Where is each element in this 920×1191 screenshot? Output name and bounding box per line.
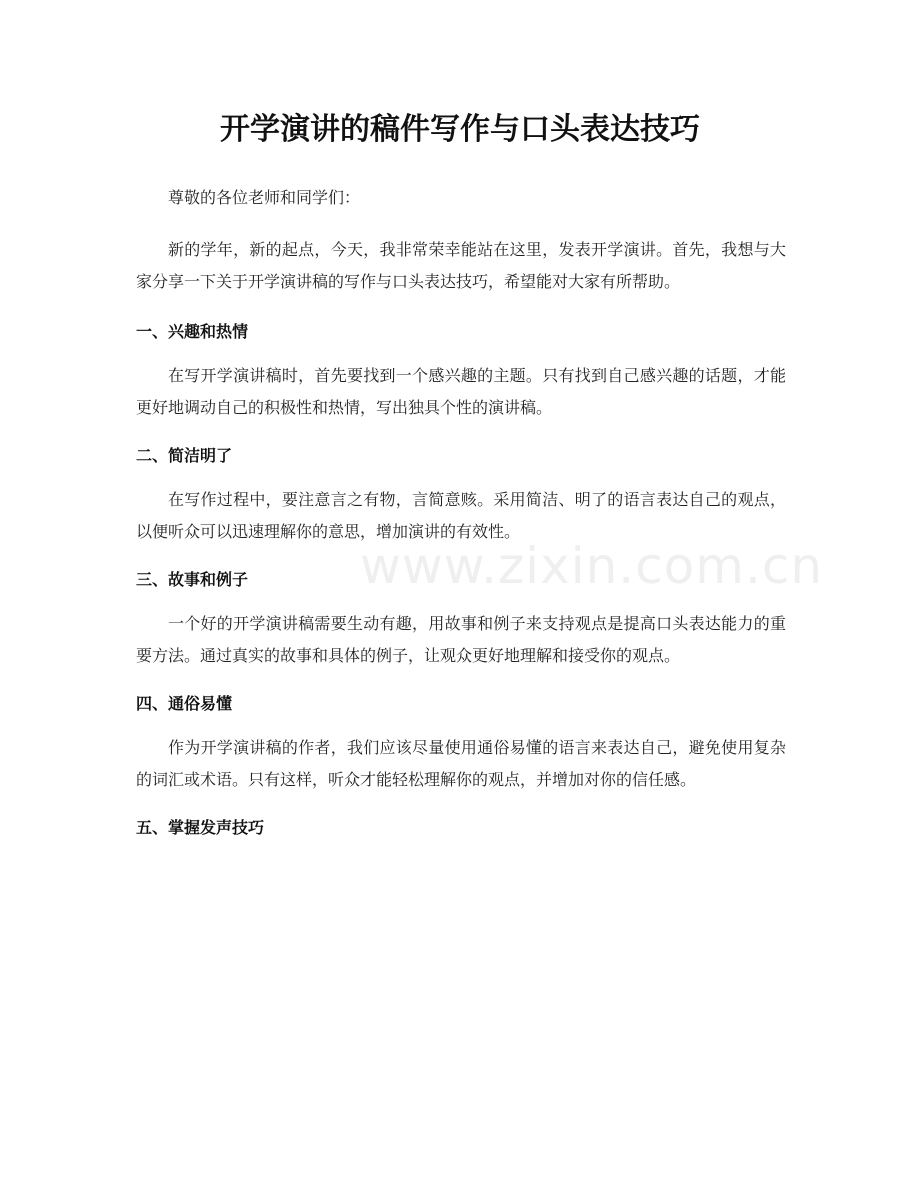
section-heading: 四、通俗易懂 [136, 694, 233, 713]
section-paragraph: 在写开学演讲稿时，首先要找到一个感兴趣的主题。只有找到自己感兴趣的话题，才能更好地调动自己的积极性和热情，写出独具个性的演讲稿。 [136, 366, 786, 417]
greeting: 尊敬的各位老师和同学们： [168, 188, 361, 207]
intro-paragraph: 新的学年，新的起点，今天，我非常荣幸能站在这里，发表开学演讲。首先，我想与大家分享一下关于开学演讲稿的写作与口头表达技巧，希望能对大家有所帮助。 [136, 240, 786, 291]
section-paragraph: 一个好的开学演讲稿需要生动有趣，用故事和例子来支持观点是提高口头表达能力的重要方法。通过真实的故事和具体的例子，让观众更好地理解和接受你的观点。 [136, 614, 786, 665]
section-paragraph: 作为开学演讲稿的作者，我们应该尽量使用通俗易懂的语言来表达自己，避免使用复杂的词汇或术语。只有这样，听众才能轻松理解你的观点，并增加对你的信任感。 [136, 738, 786, 789]
document-body [136, 182, 786, 842]
section-heading: 二、简洁明了 [136, 446, 233, 465]
section-4 [136, 690, 786, 796]
section-1 [136, 318, 786, 424]
section-5 [136, 814, 786, 842]
section-2 [136, 442, 786, 548]
section-heading: 一、兴趣和热情 [136, 322, 249, 341]
page-title: 开学演讲的稿件写作与口头表达技巧 [220, 112, 700, 147]
section-3 [136, 566, 786, 672]
section-paragraph: 在写作过程中，要注意言之有物，言简意赅。采用简洁、明了的语言表达自己的观点，以便听众可以迅速理解你的意思，增加演讲的有效性。 [136, 490, 786, 541]
section-heading: 五、掌握发声技巧 [136, 818, 265, 837]
watermark: www.zixin.com.cn [360, 537, 824, 595]
section-heading: 三、故事和例子 [136, 570, 249, 589]
